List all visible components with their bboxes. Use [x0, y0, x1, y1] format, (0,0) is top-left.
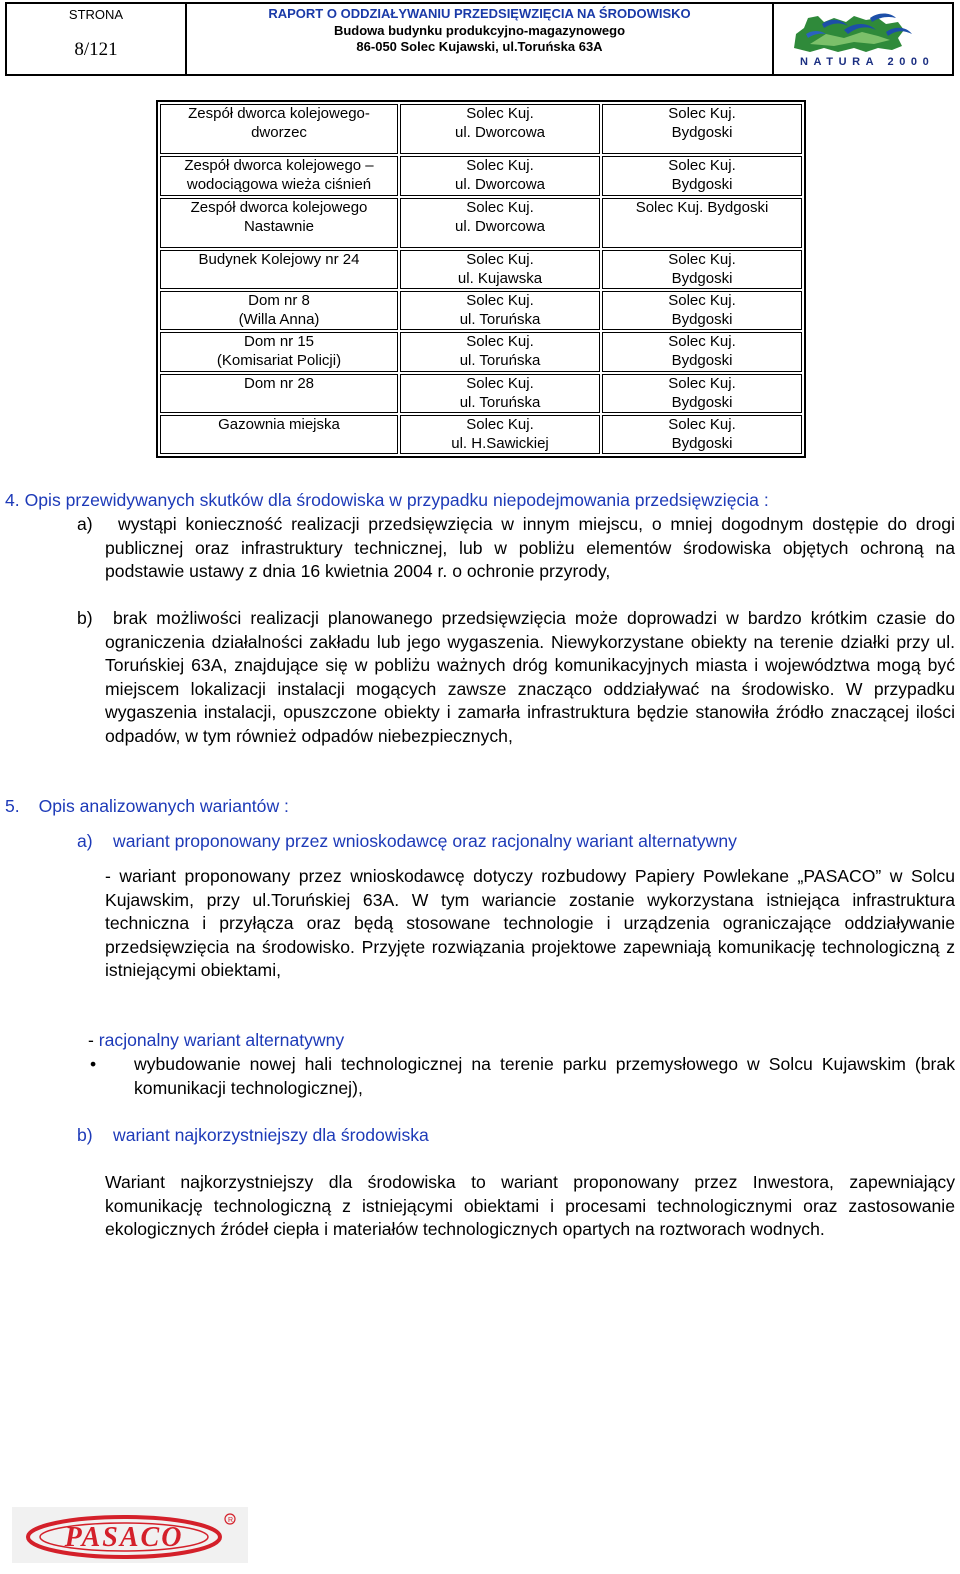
table-row [160, 374, 802, 413]
item-5a-label: a) [77, 831, 93, 851]
alt-variant-prefix: - [88, 1030, 99, 1050]
project-title: Budowa budynku produkcyjno-magazynowego [333, 22, 626, 38]
project-address: 86-050 Solec Kujawski, ul.Toruńska 63A [356, 39, 603, 54]
district-cell: Solec Kuj. Bydgoski [602, 104, 802, 154]
location-cell: Solec Kuj. ul. Toruńska [400, 291, 600, 330]
table-row [160, 291, 802, 330]
location-cell: Solec Kuj. ul. Dworcowa [400, 156, 600, 196]
pasaco-logo [12, 1507, 248, 1568]
object-name-cell: Zespół dworca kolejowego- dworzec [160, 104, 398, 154]
table-row [160, 415, 802, 454]
district-cell: Solec Kuj. Bydgoski [602, 332, 802, 372]
district-cell: Solec Kuj. Bydgoski [602, 250, 802, 289]
report-title: RAPORT O ODDZIAŁYWANIU PRZEDSIĘWZIĘCIA NA ŚRODOWISKO [268, 6, 691, 21]
district-cell: Solec Kuj. Bydgoski [602, 198, 802, 248]
alt-variant-heading: racjonalny wariant alternatywny [98, 1030, 345, 1050]
pasaco-logo-text: PASACO [64, 1522, 184, 1553]
table-row [160, 156, 802, 196]
item-4a-text: wystąpi konieczność realizacji przedsięwzięcia w innym miejscu, o mniej dogodnym dostępie do drogi publicznej oraz infrastruktury technicznej, lub w pobliżu elementów środowiska objętych ochroną na podstawie ustawy z dnia 16 kwietnia 2004 r. o ochronie przyrody, [105, 514, 955, 581]
bullet-icon: • [90, 1054, 97, 1074]
heritage-objects-table [156, 100, 806, 458]
section-4-heading [5, 489, 955, 513]
location-cell: Solec Kuj. ul. Dworcowa [400, 104, 600, 154]
item-4b-text: brak możliwości realizacji planowanego przedsięwzięcia może doprowadzi w bardzo krótkim czasie do ograniczenia działalności zakładu lub jego wygaszenia. Niewykorzystane obiekty na terenie działki przy ul. Toruńskiej 63A, znajdujące się w pobliżu ważnych dróg komunikacyjnych miasta i województwa mogą być miejscem lokalizacji instalacji mogących zawsze znacząco oddziaływać na środowisko. W przypadku wygaszenia instalacji, opuszczone obiekty i zamarła infrastruktura będzie stanowiła źródło znaczącej ilości odpadów, w tym również odpadów niebezpiecznych, [105, 608, 955, 746]
best-variant-text: Wariant najkorzystniejszy dla środowiska to wariant proponowany przez Inwestora, zapewniający komunikację technologiczną z istniejącymi obiektami i procesami technologicznymi oraz zastosowanie ekologicznych źródeł ciepła i materiałów technologicznych opartych na roztworach wodnych. [105, 1172, 955, 1239]
location-cell: Solec Kuj. ul. Toruńska [400, 374, 600, 413]
natura-logo-text: NATURA 2000 [800, 56, 935, 68]
district-cell: Solec Kuj. Bydgoski [602, 374, 802, 413]
location-cell: Solec Kuj. ul. H.Sawickiej [400, 415, 600, 454]
page-number-box [7, 4, 187, 74]
item-5b-heading: wariant najkorzystniejszy dla środowiska [113, 1125, 429, 1145]
object-name-cell: Zespół dworca kolejowego – wodociągowa wieża ciśnień [160, 156, 398, 196]
table-row [160, 250, 802, 289]
section-5-heading [5, 795, 289, 819]
district-cell: Solec Kuj. Bydgoski [602, 291, 802, 330]
report-title-box [187, 4, 774, 74]
location-cell: Solec Kuj. ul. Dworcowa [400, 198, 600, 248]
object-name-cell: Dom nr 15 (Komisariat Policji) [160, 332, 398, 372]
location-cell: Solec Kuj. ul. Kujawska [400, 250, 600, 289]
district-cell: Solec Kuj. Bydgoski [602, 415, 802, 454]
page-header [5, 2, 954, 76]
item-4b-label: b) [77, 608, 93, 628]
district-cell: Solec Kuj. Bydgoski [602, 156, 802, 196]
location-cell: Solec Kuj. ul. Toruńska [400, 332, 600, 372]
table-row [160, 198, 802, 248]
alt-variant-bullet: wybudowanie nowej hali technologicznej na terenie parku przemysłowego w Solcu Kujawskim (brak komunikacji technologicznej), [134, 1054, 955, 1098]
section-4-title: Opis przewidywanych skutków dla środowiska w przypadku niepodejmowania przedsięwzięcia : [24, 490, 769, 510]
section-5-title: Opis analizowanych wariantów : [38, 796, 289, 816]
page-number: 8/121 [74, 39, 118, 60]
section-5-number: 5. [5, 796, 20, 816]
natura-2000-logo [774, 4, 952, 74]
section-4-number: 4. [5, 490, 20, 510]
item-4a-label: a) [77, 514, 93, 534]
object-name-cell: Gazownia miejska [160, 415, 398, 454]
alt-variant-line [88, 1029, 344, 1053]
item-5b-label: b) [77, 1125, 93, 1145]
object-name-cell: Dom nr 28 [160, 374, 398, 413]
table-row [160, 332, 802, 372]
object-name-cell: Dom nr 8 (Willa Anna) [160, 291, 398, 330]
object-name-cell: Zespół dworca kolejowego Nastawnie [160, 198, 398, 248]
page-label: STRONA [68, 7, 124, 22]
object-name-cell: Budynek Kolejowy nr 24 [160, 250, 398, 289]
svg-text:R: R [228, 1517, 234, 1524]
proposed-variant-text: - wariant proponowany przez wnioskodawcę dotyczy rozbudowy Papiery Powlekane „PASACO” w Solcu Kujawskim, przy ul.Toruńskiej 63A. W tym wariancie zostanie wykorzystana istniejąca infrastruktura techniczna i przyłącza oraz będą stosowane technologie i urządzenia ograniczające oddziaływanie przedsięwzięcia na środowisko. Przyjęte rozwiązania projektowe zapewniają komunikację technologiczną z istniejącymi obiektami, [105, 866, 955, 980]
table-row [160, 104, 802, 154]
item-5a-heading: wariant proponowany przez wnioskodawcę oraz racjonalny wariant alternatywny [113, 831, 737, 851]
